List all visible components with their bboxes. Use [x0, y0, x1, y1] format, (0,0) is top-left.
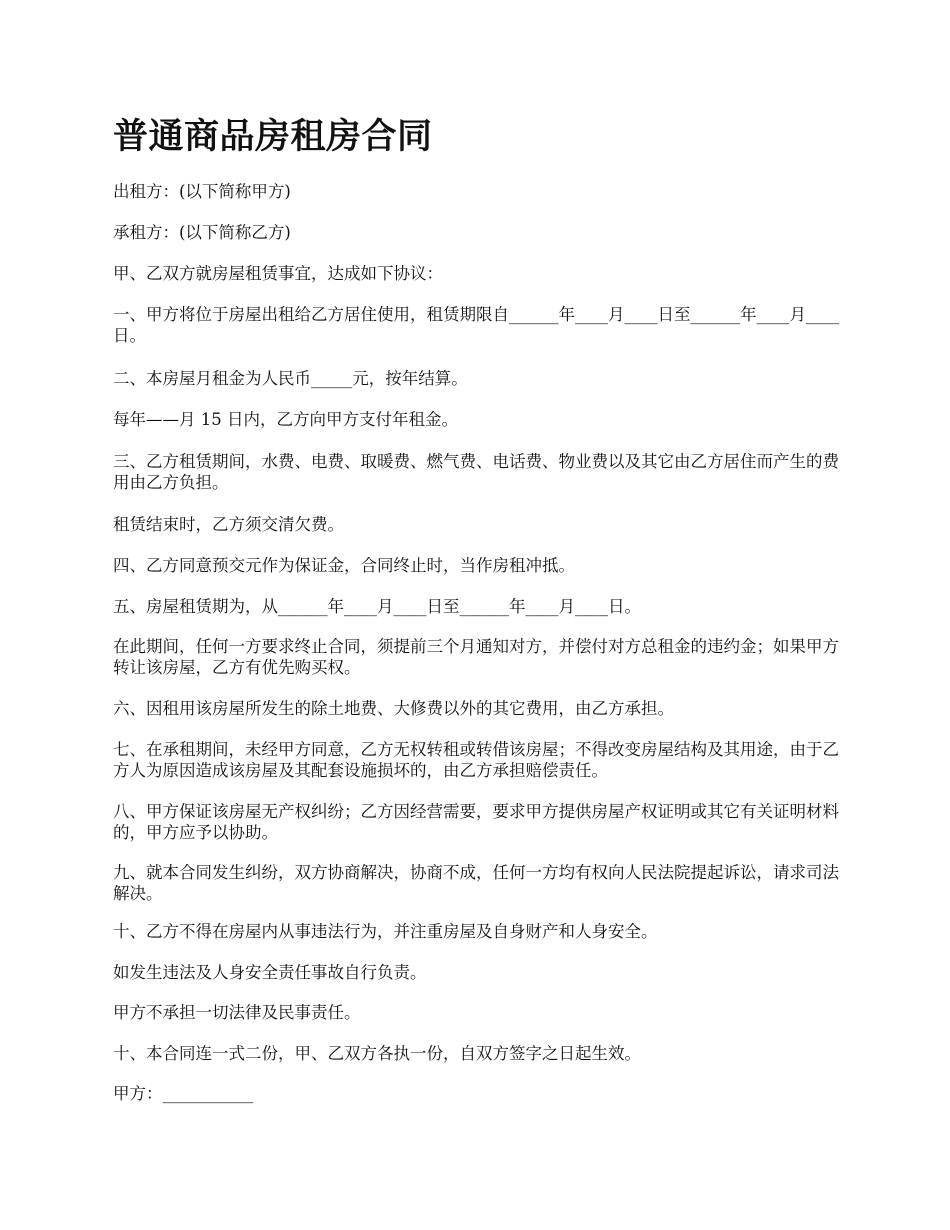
lessor-line: 出租方：(以下简称甲方) [113, 182, 291, 201]
clause-8: 八、甲方保证该房屋无产权纠纷；乙方因经营需要，要求甲方提供房屋产权证明或其它有关证明材料的，甲方应予以协助。 [113, 802, 839, 842]
document-title: 普通商品房租房合同 [113, 116, 433, 157]
clause-4: 四、乙方同意预交元作为保证金，合同终止时，当作房租冲抵。 [113, 556, 575, 575]
clause-3-settlement: 租赁结束时，乙方须交清欠费。 [113, 515, 344, 534]
clause-final: 十、本合同连一式二份，甲、乙双方各执一份，自双方签字之日起生效。 [113, 1044, 641, 1063]
agreement-intro: 甲、乙双方就房屋租赁事宜，达成如下协议： [113, 264, 443, 283]
clause-10-disclaimer: 甲方不承担一切法律及民事责任。 [113, 1003, 361, 1022]
clause-7: 七、在承租期间，未经甲方同意，乙方无权转租或转借该房屋；不得改变房屋结构及其用途，由于乙方人为原因造成该房屋及其配套设施损坏的，由乙方承担赔偿责任。 [113, 740, 839, 780]
clause-6: 六、因租用该房屋所发生的除土地费、大修费以外的其它费用，由乙方承担。 [113, 699, 674, 718]
clause-9: 九、就本合同发生纠纷，双方协商解决，协商不成，任何一方均有权向人民法院提起诉讼，请求司法解决。 [113, 863, 839, 903]
clause-2-payment: 每年——月 15 日内，乙方向甲方支付年租金。 [113, 410, 458, 429]
clause-10-liability: 如发生违法及人身安全责任事故自行负责。 [113, 963, 427, 982]
lessee-line: 承租方：(以下简称乙方) [113, 223, 291, 242]
clause-1: 一、甲方将位于房屋出租给乙方居住使用，租赁期限自______年____月____日至______年____月____日。 [113, 305, 839, 345]
clause-2: 二、本房屋月租金为人民币_____元，按年结算。 [113, 369, 468, 388]
clause-5: 五、房屋租赁期为，从______年____月____日至______年____月____日。 [113, 597, 641, 616]
clause-5-termination: 在此期间，任何一方要求终止合同，须提前三个月通知对方，并偿付对方总租金的违约金；如果甲方转让该房屋，乙方有优先购买权。 [113, 637, 839, 677]
clause-10: 十、乙方不得在房屋内从事违法行为，并注重房屋及自身财产和人身安全。 [113, 922, 658, 941]
party-a-signature-line: 甲方：___________ [113, 1084, 254, 1103]
clause-3: 三、乙方租赁期间，水费、电费、取暖费、燃气费、电话费、物业费以及其它由乙方居住而产生的费用由乙方负担。 [113, 452, 839, 492]
